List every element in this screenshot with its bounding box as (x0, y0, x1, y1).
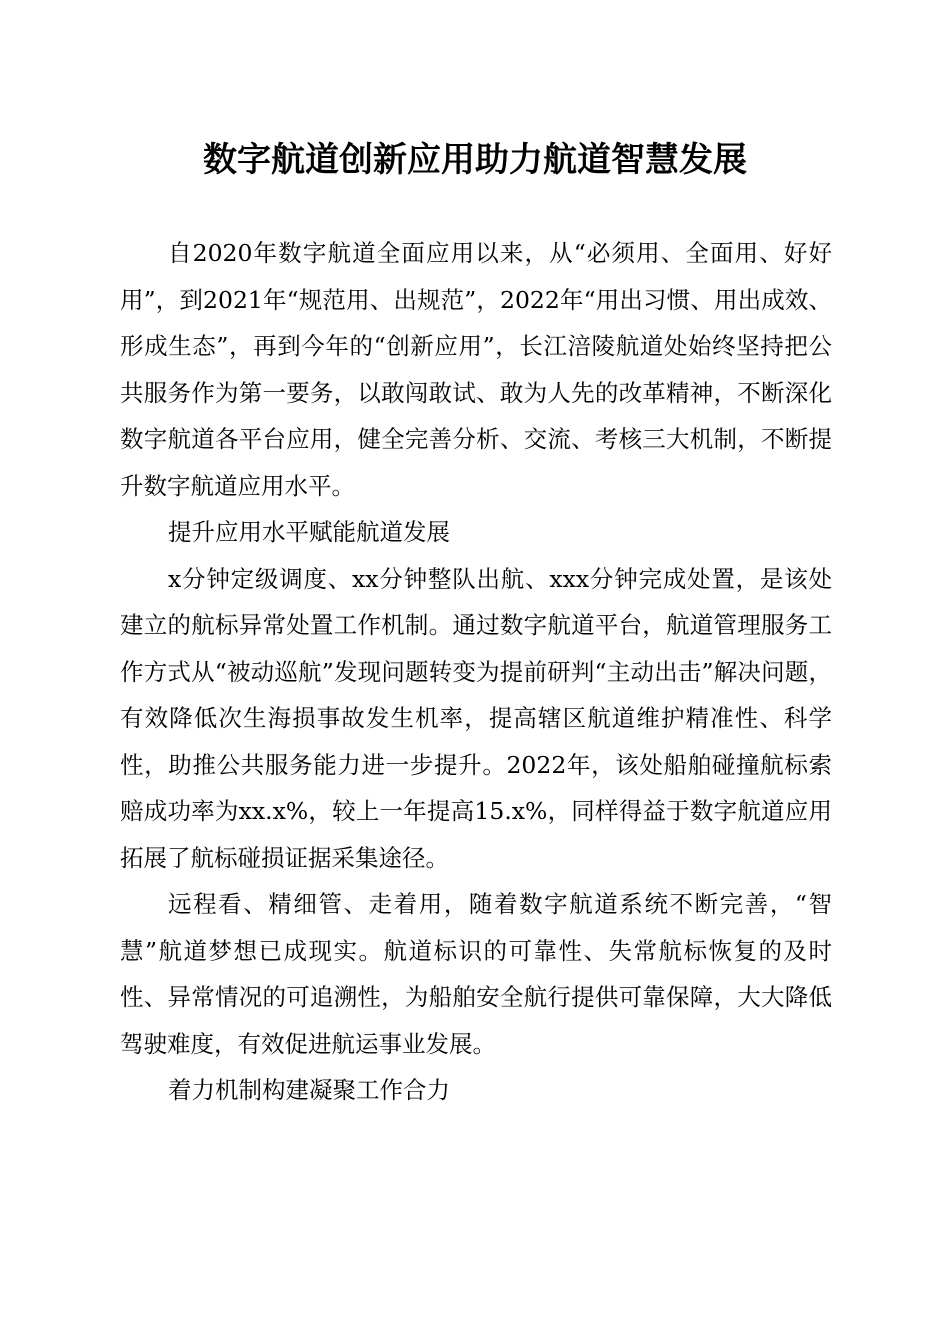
paragraph-intro: 自2020年数字航道全面应用以来，从“必须用、全面用、好好用”，到2021年“规范用、出规范”，2022年“用出习惯、用出成效、形成生态”，再到今年的“创新应用”，长江涪陵航道处始终坚持把公共服务作为第一要务，以敢闯敢试、敢为人先的改革精神，不断深化数字航道各平台应用，健全完善分析、交流、考核三大机制，不断提升数字航道应用水平。 (120, 239, 832, 500)
paragraph-smart-waterway: 远程看、精细管、走着用，随着数字航道系统不断完善，“智慧”航道梦想已成现实。航道标识的可靠性、失常航标恢复的及时性、异常情况的可追溯性，为船舶安全航行提供可靠保障，大大降低驾驶难度，有效促进航运事业发展。 (120, 890, 832, 1058)
section-heading-improve-application: 提升应用水平赋能航道发展 (168, 518, 450, 546)
paragraph-handling-mechanism: x分钟定级调度、xx分钟整队出航、xxx分钟完成处置，是该处建立的航标异常处置工作机制。通过数字航道平台，航道管理服务工作方式从“被动巡航”发现问题转变为提前研判“主动出击”解决问题，有效降低次生海损事故发生机率，提高辖区航道维护精准性、科学性，助推公共服务能力进一步提升。2022年，该处船舶碰撞航标索赔成功率为xx.x%，较上一年提高15.x%，同样得益于数字航道应用拓展了航标碰损证据采集途径。 (120, 564, 832, 872)
document-title: 数字航道创新应用助力航道智慧发展 (203, 140, 747, 180)
document-body (120, 230, 832, 1114)
section-heading-mechanism-building: 着力机制构建凝聚工作合力 (168, 1076, 450, 1104)
